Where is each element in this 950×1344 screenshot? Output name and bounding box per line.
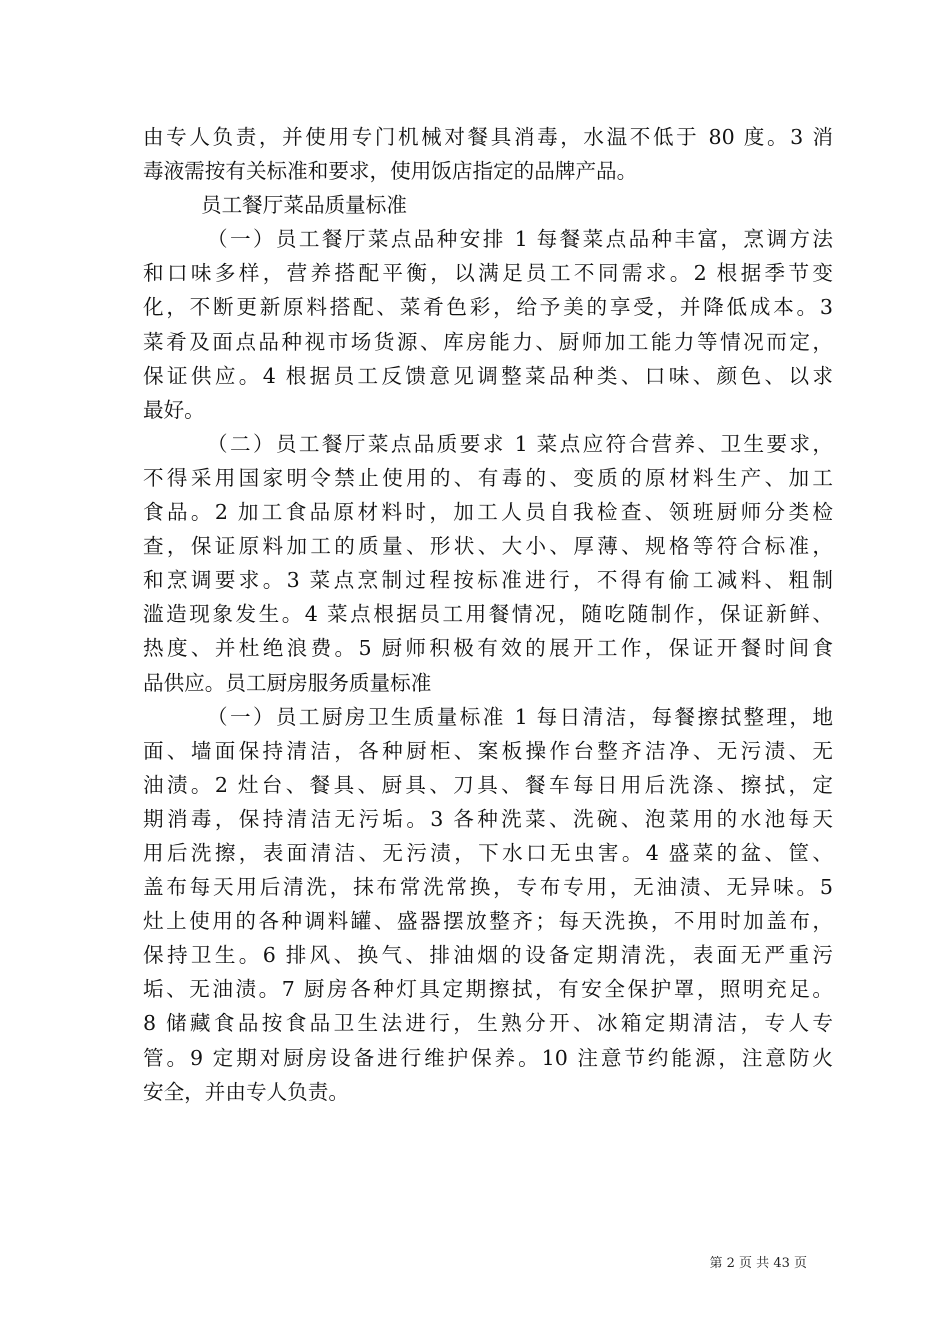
text-line: 员工餐厅菜品质量标准: [201, 193, 407, 218]
text-line: （二）员工餐厅菜点品质要求 1 菜点应符合营养、卫生要求，: [207, 431, 833, 456]
text-line: 化，不断更新原料搭配、菜肴色彩，给予美的享受，并降低成本。3: [143, 295, 833, 320]
text-line: 8 储藏食品按食品卫生法进行，生熟分开、冰箱定期清洁，专人专: [143, 1011, 833, 1036]
text-line: 垢、无油渍。7 厨房各种灯具定期擦拭，有安全保护罩，照明充足。: [143, 977, 833, 1002]
text-line: 和口味多样，营养搭配平衡，以满足员工不同需求。2 根据季节变: [143, 261, 833, 286]
text-line: （一）员工餐厅菜点品种安排 1 每餐菜点品种丰富，烹调方法: [207, 227, 833, 252]
page-number: 第 2 页 共 43 页: [709, 1256, 807, 1271]
text-line: 保证供应。4 根据员工反馈意见调整菜品种类、口味、颜色、以求: [143, 363, 833, 388]
text-line: 用后洗擦，表面清洁、无污渍，下水口无虫害。4 盛菜的盆、筐、: [143, 840, 833, 865]
text-line: 查，保证原料加工的质量、形状、大小、厚薄、规格等符合标准，: [143, 534, 833, 559]
text-line: 热度、并杜绝浪费。5 厨师积极有效的展开工作，保证开餐时间食: [143, 636, 833, 661]
text-line: 毒液需按有关标准和要求，使用饭店指定的品牌产品。: [143, 159, 638, 184]
text-line: 最好。: [143, 397, 205, 422]
text-line: 管。9 定期对厨房设备进行维护保养。10 注意节约能源，注意防火: [143, 1045, 833, 1070]
text-line: 面、墙面保持清洁，各种厨柜、案板操作台整齐洁净、无污渍、无: [143, 738, 833, 763]
text-line: 保持卫生。6 排风、换气、排油烟的设备定期清洗，表面无严重污: [143, 943, 833, 968]
text-line: 期消毒，保持清洁无污垢。3 各种洗菜、洗碗、泡菜用的水池每天: [143, 806, 833, 831]
text-line: 食品。2 加工食品原材料时，加工人员自我检查、领班厨师分类检: [143, 500, 833, 525]
document-body: [143, 120, 833, 1109]
text-line: 滥造现象发生。4 菜点根据员工用餐情况，随吃随制作，保证新鲜、: [143, 602, 833, 627]
text-line: 不得采用国家明令禁止使用的、有毒的、变质的原材料生产、加工: [143, 465, 833, 490]
text-line: 油渍。2 灶台、餐具、厨具、刀具、餐车每日用后洗涤、擦拭，定: [143, 772, 833, 797]
text-line: 安全，并由专人负责。: [143, 1079, 349, 1104]
text-line: （一）员工厨房卫生质量标准 1 每日清洁，每餐擦拭整理，地: [207, 704, 833, 729]
text-line: 和烹调要求。3 菜点烹制过程按标准进行，不得有偷工减料、粗制: [143, 568, 833, 593]
body-text: [143, 120, 833, 1109]
text-line: 灶上使用的各种调料罐、盛器摆放整齐；每天洗换，不用时加盖布，: [143, 909, 833, 934]
text-line: 菜肴及面点品种视市场货源、库房能力、厨师加工能力等情况而定，: [143, 329, 833, 354]
text-line: 品供应。员工厨房服务质量标准: [143, 670, 432, 695]
text-line: 盖布每天用后清洗，抹布常洗常换，专布专用，无油渍、无异味。5: [143, 875, 833, 900]
text-line: 由专人负责，并使用专门机械对餐具消毒，水温不低于 80 度。3 消: [143, 125, 833, 149]
